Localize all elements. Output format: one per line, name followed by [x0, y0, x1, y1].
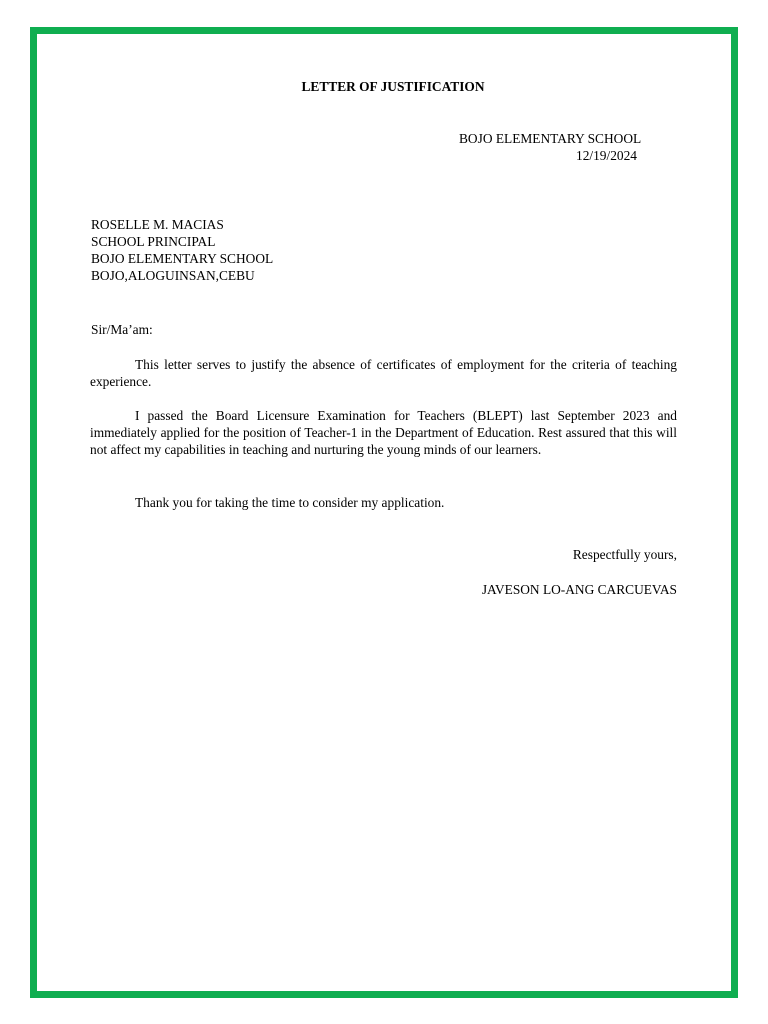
body-paragraph-3: Thank you for taking the time to consider my application.	[135, 495, 445, 510]
signature-name: JAVESON LO-ANG CARCUEVAS	[481, 582, 677, 597]
recipient-school: BOJO ELEMENTARY SCHOOL	[91, 251, 274, 266]
letter-title: LETTER OF JUSTIFICATION	[301, 79, 485, 94]
recipient-name: ROSELLE M. MACIAS	[91, 217, 224, 232]
letter-date: 12/19/2024	[576, 148, 638, 163]
page-border	[30, 27, 738, 998]
body-paragraph-2: I passed the Board Licensure Examination for Teachers (BLEPT) last September 2023 and immediately applied for the position of Teacher-1 in the Department of Education. Rest assured that this will not affect my capabilities in teaching and nurturing the young minds of our learners.	[90, 408, 677, 457]
recipient-address: BOJO,ALOGUINSAN,CEBU	[91, 268, 255, 283]
body-paragraph-1: This letter serves to justify the absence of certificates of employment for the criteria of teaching experience.	[90, 357, 677, 389]
sender-school: BOJO ELEMENTARY SCHOOL	[459, 131, 642, 146]
recipient-position: SCHOOL PRINCIPAL	[91, 234, 216, 249]
recipient-block	[91, 216, 273, 284]
salutation: Sir/Ma’am:	[91, 322, 153, 337]
closing: Respectfully yours,	[572, 547, 677, 562]
